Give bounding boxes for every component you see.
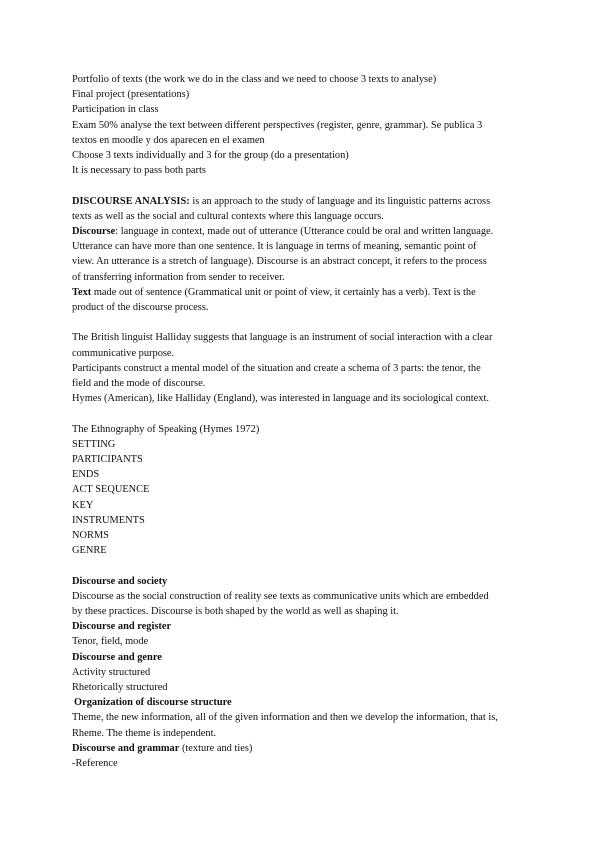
- discourse-line: [72, 224, 532, 239]
- text-line: [72, 285, 532, 300]
- section-heading-grammar: Discourse and grammar: [72, 742, 180, 754]
- halliday-block: [72, 330, 532, 406]
- sections-block: [72, 574, 532, 772]
- intro-line: Exam 50% analyse the text between different perspectives (register, genre, grammar). Se publica 3: [72, 119, 483, 131]
- section-heading-grammar-suffix: (texture and ties): [179, 742, 253, 754]
- text-definition: made out of sentence (Grammatical unit or point of view, it certainly has a verb). Text is the: [91, 286, 476, 298]
- discourse-definition: : language in context, made out of utterance (Utterance could be oral and written language.: [115, 226, 494, 238]
- section-line: Rhetorically structured: [72, 682, 168, 694]
- intro-line: Final project (presentations): [72, 89, 190, 101]
- halliday-line: Hymes (American), like Halliday (England), was interested in language and its sociological context.: [72, 393, 489, 405]
- section-line: by these practices. Discourse is both shaped by the world as well as shaping it.: [72, 606, 399, 618]
- intro-line: textos en moodle y dos aparecen en el examen: [72, 134, 265, 146]
- spacer: [72, 178, 532, 193]
- section-heading-genre: Discourse and genre: [72, 651, 162, 663]
- intro-line: Choose 3 texts individually and 3 for the group (do a presentation): [72, 150, 349, 162]
- ethnography-block: [72, 422, 532, 559]
- ethnography-item: PARTICIPANTS: [72, 454, 143, 466]
- discourse-analysis-term: DISCOURSE ANALYSIS:: [72, 195, 190, 207]
- section-line: Discourse as the social construction of reality see texts as communicative units which are embedded: [72, 590, 489, 602]
- definition-line: of transferring information from sender to receiver.: [72, 271, 285, 283]
- ethnography-item: KEY: [72, 499, 94, 511]
- intro-line: Participation in class: [72, 104, 159, 116]
- spacer: [72, 315, 532, 330]
- halliday-line: The British linguist Halliday suggests that language is an instrument of social interaction with a clear: [72, 332, 493, 344]
- intro-block: [72, 72, 532, 178]
- ethnography-item: NORMS: [72, 530, 109, 542]
- discourse-analysis-definition: is an approach to the study of language and its linguistic patterns across: [189, 195, 491, 207]
- halliday-line: Participants construct a mental model of the situation and create a schema of 3 parts: the tenor, the: [72, 362, 481, 374]
- text-term: Text: [72, 286, 92, 298]
- section-line: Rheme. The theme is independent.: [72, 727, 217, 739]
- section-line: Tenor, field, mode: [72, 636, 149, 648]
- section-heading-society: Discourse and society: [72, 575, 168, 587]
- intro-line: It is necessary to pass both parts: [72, 165, 206, 177]
- definition-line: view. An utterance is a stretch of language). Discourse is an abstract concept, it refers to the process: [72, 256, 487, 268]
- section-line: Activity structured: [72, 666, 151, 678]
- discourse-term: Discourse: [72, 226, 116, 238]
- ethnography-item: ACT SEQUENCE: [72, 484, 150, 496]
- ethnography-item: ENDS: [72, 469, 100, 481]
- ethnography-item: SETTING: [72, 438, 116, 450]
- definition-line: Utterance can have more than one sentence. It is language in terms of meaning, semantic point of: [72, 241, 477, 253]
- section-heading-grammar-line: [72, 741, 532, 756]
- halliday-line: communicative purpose.: [72, 347, 175, 359]
- ethnography-title: The Ethnography of Speaking (Hymes 1972): [72, 423, 260, 435]
- section-heading-register: Discourse and register: [72, 621, 172, 633]
- section-line: -Reference: [72, 758, 118, 770]
- ethnography-item: INSTRUMENTS: [72, 514, 145, 526]
- document-page: [72, 72, 532, 771]
- intro-line: Portfolio of texts (the work we do in the class and we need to choose 3 texts to analyse): [72, 74, 437, 85]
- halliday-line: field and the mode of discourse.: [72, 378, 206, 390]
- section-line: Theme, the new information, all of the given information and then we develop the information, that is,: [72, 712, 498, 724]
- spacer: [72, 406, 532, 421]
- definition-line: texts as well as the social and cultural contexts where this language occurs.: [72, 210, 384, 222]
- definitions-block: [72, 194, 532, 316]
- ethnography-item: GENRE: [72, 545, 107, 557]
- discourse-analysis-line: [72, 194, 532, 209]
- spacer: [72, 558, 532, 573]
- definition-line: product of the discourse process.: [72, 302, 209, 314]
- section-heading-organization: Organization of discourse structure: [74, 697, 232, 709]
